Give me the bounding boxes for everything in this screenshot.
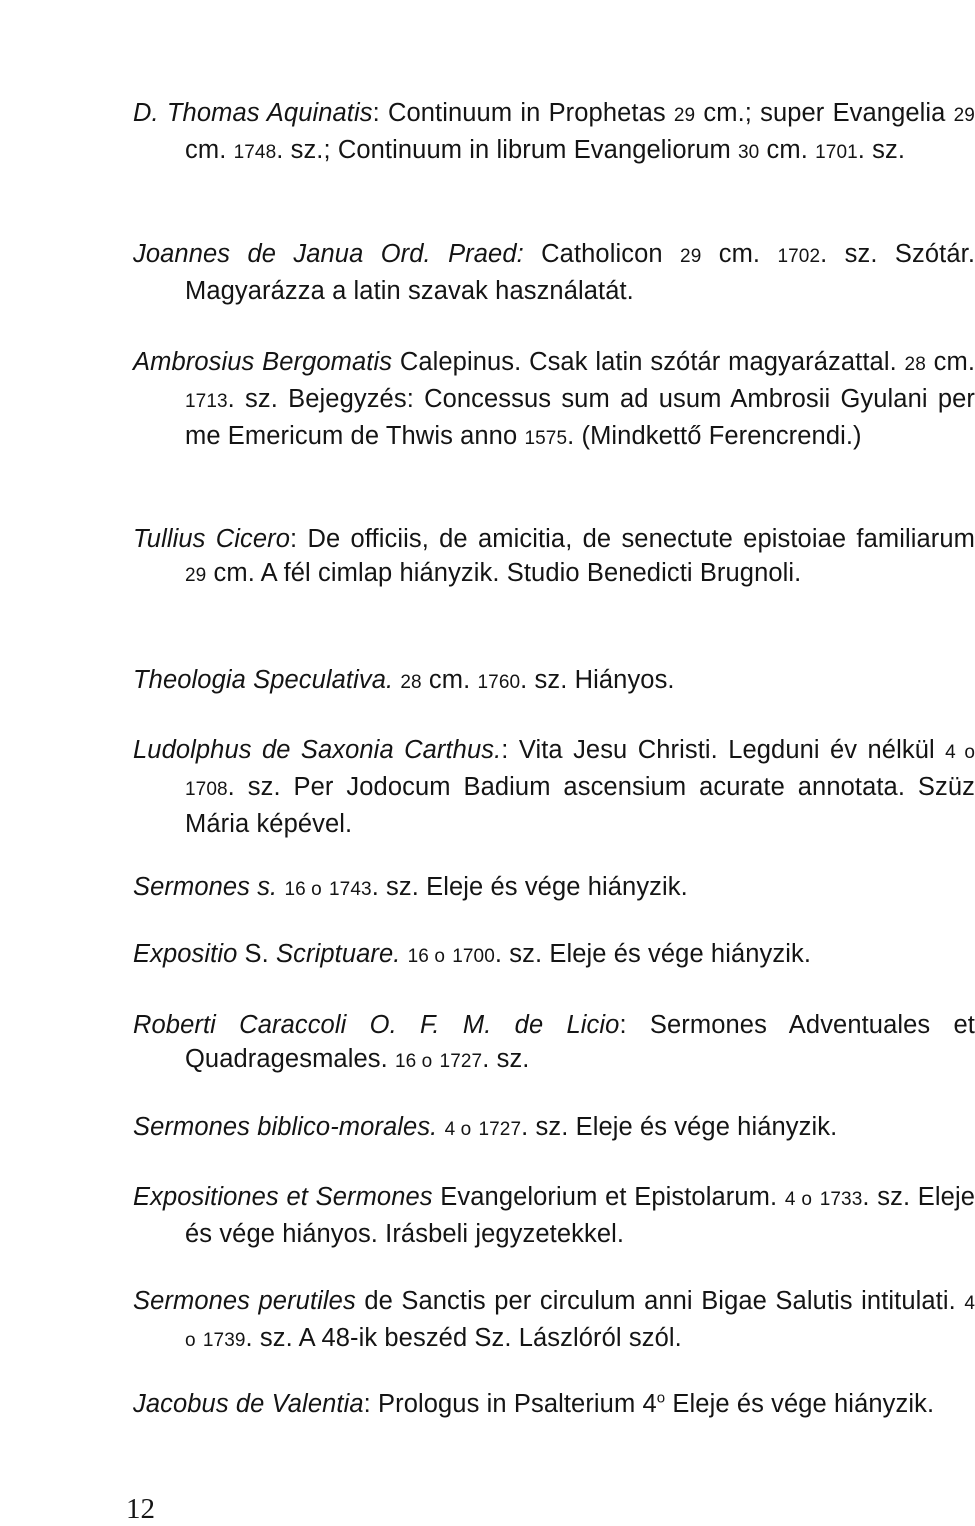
entry-format: 4 o <box>444 1119 472 1140</box>
entry-text: S. <box>237 940 277 968</box>
entry-size: 28 <box>400 672 422 693</box>
entry-author: Sermones biblico-morales. <box>133 1113 438 1141</box>
entry-text: cm. <box>925 348 975 376</box>
entry-text: de Sanctis per circulum anni Bigae Salutis intitulati. <box>355 1287 965 1315</box>
entry-author: Joannes de Janua Ord. Praed: <box>133 240 524 268</box>
entry-author: Scriptuare. <box>276 940 401 968</box>
entry-text: . (Mindkettő Ferencrendi.) <box>567 422 862 450</box>
entry-text <box>322 873 329 901</box>
entry-text: . sz. Eleje és vége hiányzik. <box>371 873 688 901</box>
entry-year: 1702 <box>777 246 821 267</box>
entry-author: Tullius Cicero <box>133 525 291 553</box>
entry-text: . sz. Eleje és vége hiányzik. <box>494 940 812 968</box>
entry-format: 4 o <box>784 1189 813 1210</box>
entry-text: . sz. Eleje és vége hiányos. Irásbeli jegyzetekkel. <box>185 1183 975 1248</box>
catalog-entry <box>133 870 975 907</box>
entry-author: Expositio <box>133 940 238 968</box>
entry-author: Sermones perutiles <box>133 1287 356 1315</box>
entry-format: 16 o <box>407 946 446 967</box>
entry-year: 1739 <box>202 1330 246 1351</box>
entry-year: 1575 <box>524 428 568 449</box>
entry-text: cm. <box>185 136 234 164</box>
entry-text: . sz. Szótár. Magyarázza a latin szavak használatát. <box>185 240 975 305</box>
entry-format: 16 o <box>394 1051 433 1072</box>
entry-text: Eleje és vége hiányzik. <box>665 1390 935 1418</box>
entry-text: . sz. Hiányos. <box>520 666 675 694</box>
entry-text: Evangelorium et Epistolarum. <box>432 1183 785 1211</box>
entry-year: 1708 <box>185 779 228 800</box>
entry-year: 1727 <box>478 1119 522 1140</box>
entry-author: Roberti Caraccoli O. F. M. de Licio <box>133 1011 620 1039</box>
entry-text: : <box>372 99 380 127</box>
entry-format: o <box>656 1389 666 1407</box>
entry-text: Sermones Adventuales et Quadragesmales. <box>185 1011 975 1073</box>
entry-text <box>437 1113 444 1141</box>
entry-text: . sz. Per Jodocum Badium ascensium acurate annotata. Szüz Mária képével. <box>185 773 975 838</box>
entry-year: 1713 <box>185 391 228 412</box>
entry-year: 1700 <box>452 946 495 967</box>
entry-text: Catholicon <box>523 240 681 268</box>
entry-size: 29 <box>185 565 207 586</box>
entry-text: Continuum in Prophetas <box>379 99 674 127</box>
entry-text: : <box>290 525 298 553</box>
catalog-entry <box>133 1008 975 1079</box>
entry-text: Calepinus. Csak latin szótár magyarázattal. <box>392 348 905 376</box>
entry-text: : <box>363 1390 371 1418</box>
entry-text <box>432 1045 439 1073</box>
entry-author: Sermones s. <box>133 873 278 901</box>
entry-size: 29 <box>953 105 975 126</box>
entry-text: . sz. Eleje és vége hiányzik. <box>521 1113 838 1141</box>
entry-text: : <box>619 1011 627 1039</box>
catalog-entry <box>133 96 975 170</box>
entry-text: . sz. Bejegyzés: Concessus sum ad usum Ambrosii Gyulani per me Emericum de Thwis anno <box>185 385 975 450</box>
catalog-entry <box>133 345 975 456</box>
entry-text: . sz. A 48-ik beszéd Sz. Lászlóról szól. <box>245 1324 682 1352</box>
catalog-entry <box>133 1387 975 1421</box>
entry-text: cm. <box>421 666 478 694</box>
entry-text: . sz.; Continuum in librum Evangeliorum <box>276 136 739 164</box>
catalog-entry <box>133 1110 975 1147</box>
entry-text <box>196 1324 203 1352</box>
entry-text: . sz. <box>857 136 906 164</box>
entry-year: 1748 <box>233 142 277 163</box>
entry-text: cm. A fél cimlap hiányzik. Studio Benedicti Brugnoli. <box>206 559 802 587</box>
entry-year: 1743 <box>329 879 372 900</box>
entry-author: Ludolphus de Saxonia Carthus. <box>133 736 502 764</box>
page-number: 12 <box>126 1493 155 1525</box>
entry-text: cm. <box>701 240 778 268</box>
entry-author: Theologia Speculativa. <box>133 666 394 694</box>
entry-size: 30 <box>738 142 760 163</box>
entry-author: D. Thomas Aquinatis <box>133 99 373 127</box>
entry-format: 4 <box>642 1390 657 1418</box>
entry-text: : Vita Jesu Christi. Legduni év nélkül <box>501 736 946 764</box>
catalog-entry <box>133 522 975 593</box>
entry-text: cm.; super Evangelia <box>695 99 954 127</box>
entry-size: 28 <box>904 354 926 375</box>
entry-text <box>812 1183 820 1211</box>
entry-author: Expositiones et Sermones <box>133 1183 433 1211</box>
entry-text: Prologus in Psalterium <box>370 1390 643 1418</box>
entry-text: De officiis, de amicitia, de senectute epistoiae familiarum <box>297 525 975 553</box>
catalog-entry <box>133 1284 975 1358</box>
catalog-entry <box>133 733 975 841</box>
entry-format: 4 o <box>185 1293 975 1351</box>
catalog-entry <box>133 1180 975 1251</box>
entry-author: Ambrosius Bergomatis <box>133 348 393 376</box>
entry-size: 29 <box>680 246 702 267</box>
catalog-entry <box>133 663 975 700</box>
entry-year: 1733 <box>819 1189 863 1210</box>
entry-format: 4 o <box>945 742 975 763</box>
entry-year: 1727 <box>439 1051 483 1072</box>
entry-year: 1701 <box>815 142 858 163</box>
catalog-entry <box>133 237 975 308</box>
entry-text: cm. <box>759 136 816 164</box>
entry-text: . sz. <box>482 1045 530 1073</box>
entry-year: 1760 <box>477 672 521 693</box>
entry-text <box>400 940 407 968</box>
entry-size: 29 <box>673 105 696 126</box>
catalog-entry <box>133 937 975 974</box>
entry-format: 16 o <box>284 879 322 900</box>
entry-author: Jacobus de Valentia <box>133 1390 364 1418</box>
